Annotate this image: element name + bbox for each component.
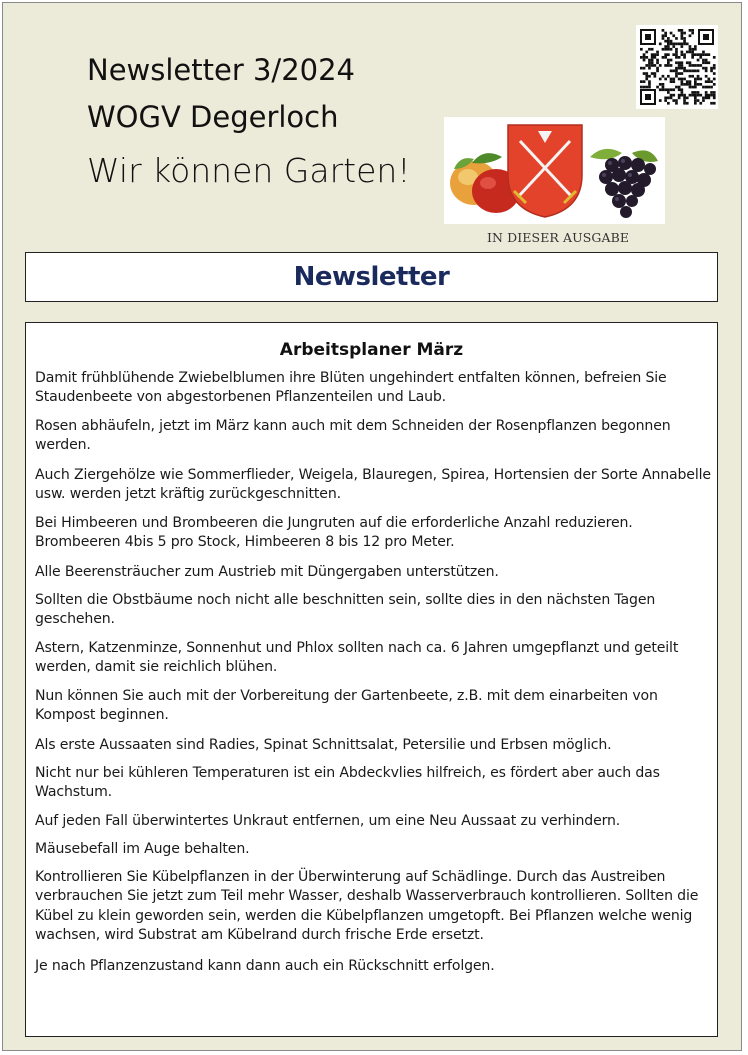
article-paragraph: Kontrollieren Sie Kübelpflanzen in der Überwinterung auf Schädlinge. Durch das Austreiben verbrauchen Sie jetzt zum Teil mehr Wasser, deshalb Wasserverbrauch kontrollieren. Sollten die Kübel zu klein geworden sein, werden die Kübelpflanzen umgetopft. Bei Pflanzen welche wenig wachsen, wird Substrat am Kübelrand durch frische Erde ersetzt. [35,869,699,943]
newsletter-banner [25,252,718,302]
article-paragraph: Damit frühblühende Zwiebelblumen ihre Blüten ungehindert entfalten können, befreien Sie Staudenbeete von abgestorbenen Pflanzenteilen und Laub. [35,370,667,406]
article-paragraph: Rosen abhäufeln, jetzt im März kann auch mit dem Schneiden der Rosenpflanzen begonnen werden. [35,418,671,454]
article-paragraph: Als erste Aussaaten sind Radies, Spinat Schnittsalat, Petersilie und Erbsen möglich. [35,737,612,753]
club-logo [444,117,665,224]
newsletter-issue: Newsletter 3/2024 [87,53,356,87]
newsletter-page [2,2,742,1051]
article-paragraph: Je nach Pflanzenzustand kann dann auch ein Rückschnitt erfolgen. [35,958,495,974]
grapes-icon [599,156,656,218]
article-paragraph: Astern, Katzenminze, Sonnenhut und Phlox sollten nach ca. 6 Jahren umgepflanzt und geteilt werden, damit sie reichlich blühen. [35,640,679,676]
newsletter-banner-title: Newsletter [293,262,450,292]
club-logo-graphic [444,117,665,224]
qr-code-icon[interactable] [636,25,718,109]
qr-code-graphic [636,25,718,109]
article-paragraph: Sollten die Obstbäume noch nicht alle beschnitten sein, sollte dies in den nächsten Tagen geschehen. [35,592,656,628]
club-slogan: Wir können Garten! [87,151,411,190]
article-paragraph: Auch Ziergehölze wie Sommerflieder, Weigela, Blauregen, Spirea, Hortensien der Sorte Annabelle usw. werden jetzt kräftig zurückgeschnitten. [35,467,711,503]
article-paragraph: Mäusebefall im Auge behalten. [35,841,250,857]
article-paragraph: Nicht nur bei kühleren Temperaturen ist ein Abdeckvlies hilfreich, es fördert aber auch das Wachstum. [35,765,660,801]
in-this-issue-label: IN DIESER AUSGABE [487,230,630,245]
article-paragraph: Nun können Sie auch mit der Vorbereitung der Gartenbeete, z.B. mit dem einarbeiten von Kompost beginnen. [35,688,658,724]
article-title: Arbeitsplaner März [279,340,464,360]
article-paragraph: Bei Himbeeren und Brombeeren die Jungruten auf die erforderliche Anzahl reduzieren. Brombeeren 4bis 5 pro Stock, Himbeeren 8 bis 12 pro Meter. [35,515,633,551]
club-name: WOGV Degerloch [87,100,339,134]
article-paragraph: Auf jeden Fall überwintertes Unkraut entfernen, um eine Neu Aussaat zu verhindern. [35,813,621,829]
article-box [25,322,718,1037]
article-paragraph: Alle Beerensträucher zum Austrieb mit Düngergaben unterstützen. [35,564,499,580]
